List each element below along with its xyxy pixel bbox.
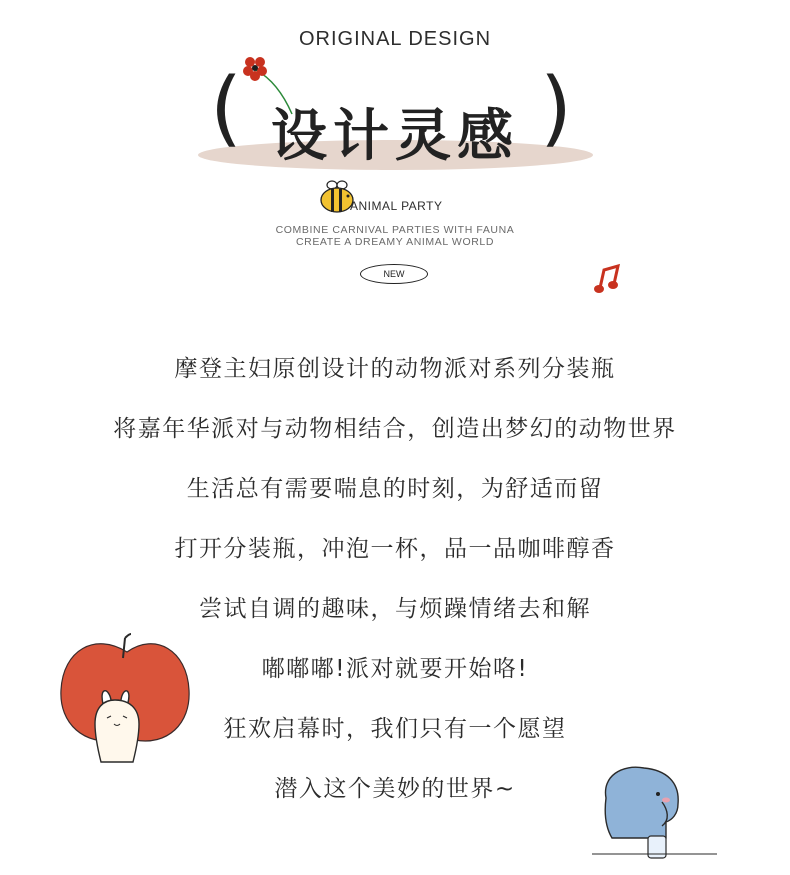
body-line-8: 潜入这个美妙的世界~: [274, 776, 516, 802]
page-title: 设计灵感: [271, 104, 519, 169]
body-line-5: 尝试自调的趣味，与烦躁情绪去和解: [199, 596, 591, 622]
elephant-illustration: [592, 758, 717, 863]
tagline-line-2: CREATE A DREAMY ANIMAL WORLD: [295, 236, 495, 248]
body-line-2: 将嘉年华派对与动物相结合，创造出梦幻的动物世界: [113, 416, 677, 442]
animal-party-label: ANIMAL PARTY: [350, 199, 443, 213]
new-badge: NEW: [360, 264, 428, 284]
title-right-paren: ): [540, 61, 572, 156]
body-line-6: 嘟嘟嘟!派对就要开始咯!: [261, 656, 529, 682]
body-line-3: 生活总有需要喘息的时刻，为舒适而留: [186, 476, 604, 502]
music-note-icon: [590, 262, 626, 298]
tagline-line-1: COMBINE CARNIVAL PARTIES WITH FAUNA: [275, 224, 515, 236]
body-line-1: 摩登主妇原创设计的动物派对系列分装瓶: [174, 356, 616, 382]
title-left-paren: (: [210, 61, 242, 156]
header-subtitle: ORIGINAL DESIGN: [298, 28, 492, 50]
body-line-7: 狂欢启幕时，我们只有一个愿望: [223, 716, 567, 742]
apple-bunny-illustration: [55, 628, 200, 773]
body-line-4: 打开分装瓶，冲泡一杯，品一品咖啡醇香: [174, 536, 616, 562]
